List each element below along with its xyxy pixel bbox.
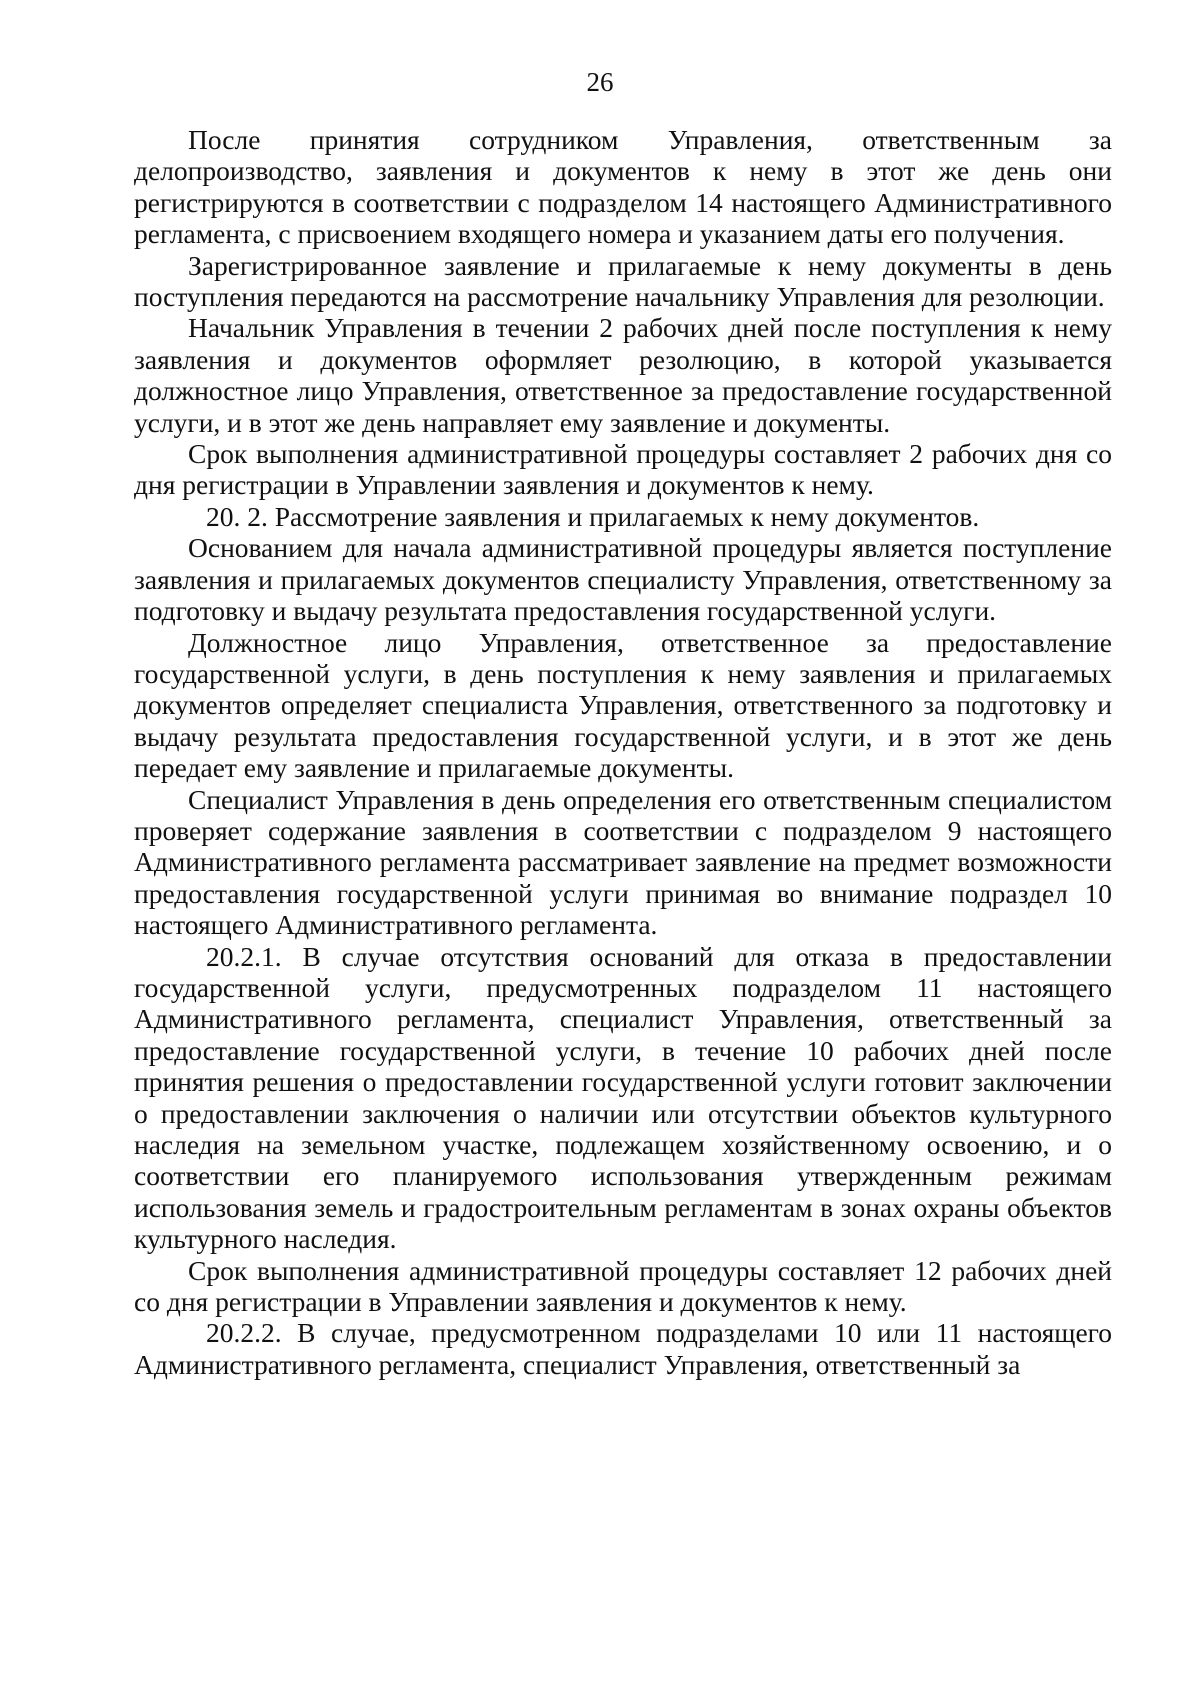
paragraph-resolution: Начальник Управления в течении 2 рабочих дней после поступления к нему заявления и документов оформляет резолюцию, в которой указывается должностное лицо Управления, ответственное за предоставление государственной услуги, и в этот же день направляет ему заявление и документы. [134, 312, 1112, 438]
paragraph-transfer-to-head: Зарегистрированное заявление и прилагаемые к нему документы в день поступления передаются на рассмотрение начальнику Управления для резолюции. [134, 249, 1112, 313]
section-heading-20-2: 20. 2. Рассмотрение заявления и прилагаемых к нему документов. [206, 500, 980, 532]
paragraph-20-2-2: 20.2.2. В случае, предусмотренном подразделами 10 или 11 настоящего Административного регламента, специалист Управления, ответственный за [134, 1317, 1112, 1380]
paragraph-registration: После принятия сотрудником Управления, ответственным за делопроизводство, заявления и документов к нему в этот же день они регистрируются в соответствии с подразделом 14 настоящего Административного регламента, с присвоением входящего номера и указанием даты его получения. [134, 124, 1112, 250]
paragraph-specialist-review: Специалист Управления в день определения его ответственным специалистом проверяет содержание заявления в соответствии с подразделом 9 настоящего Административного регламента рассматривает заявление на предмет возможности предоставления государственной услуги принимая во внимание подраздел 10 настоящего Административного регламента. [134, 783, 1112, 941]
paragraph-deadline-registration: Срок выполнения административной процедуры составляет 2 рабочих дня со дня регистрации в Управлении заявления и документов к нему. [134, 438, 1112, 501]
paragraph-deadline-review: Срок выполнения административной процедуры составляет 12 рабочих дней со дня регистрации в Управлении заявления и документов к нему. [134, 1254, 1112, 1318]
paragraph-grounds: Основанием для начала административной процедуры является поступление заявления и прилагаемых документов специалисту Управления, ответственному за подготовку и выдачу результата предоставления государственной услуги. [134, 532, 1112, 627]
paragraph-20-2-1: 20.2.1. В случае отсутствия оснований для отказа в предоставлении государственной услуги, предусмотренных подразделом 11 настоящего Административного регламента, специалист Управления, ответственный за предоставление государственной услуги, в течение 10 рабочих дней после принятия решения о предоставлении государственной услуги готовит заключении о предоставлении заключения о наличии или отсутствии объектов культурного наследия на земельном участке, подлежащем хозяйственному освоению, и о соответствии его планируемого использования утвержденным режимам использования земель и градостроительным регламентам в зонах охраны объектов культурного наследия. [134, 940, 1112, 1255]
paragraph-official-assigns: Должностное лицо Управления, ответственное за предоставление государственной услуги, в день поступления к нему заявления и прилагаемых документов определяет специалиста Управления, ответственного за подготовку и выдачу результата предоставления государственной услуги, и в этот же день передает ему заявление и прилагаемые документы. [134, 626, 1112, 784]
document-body [134, 124, 1112, 1380]
page-number: 26 [586, 67, 614, 97]
